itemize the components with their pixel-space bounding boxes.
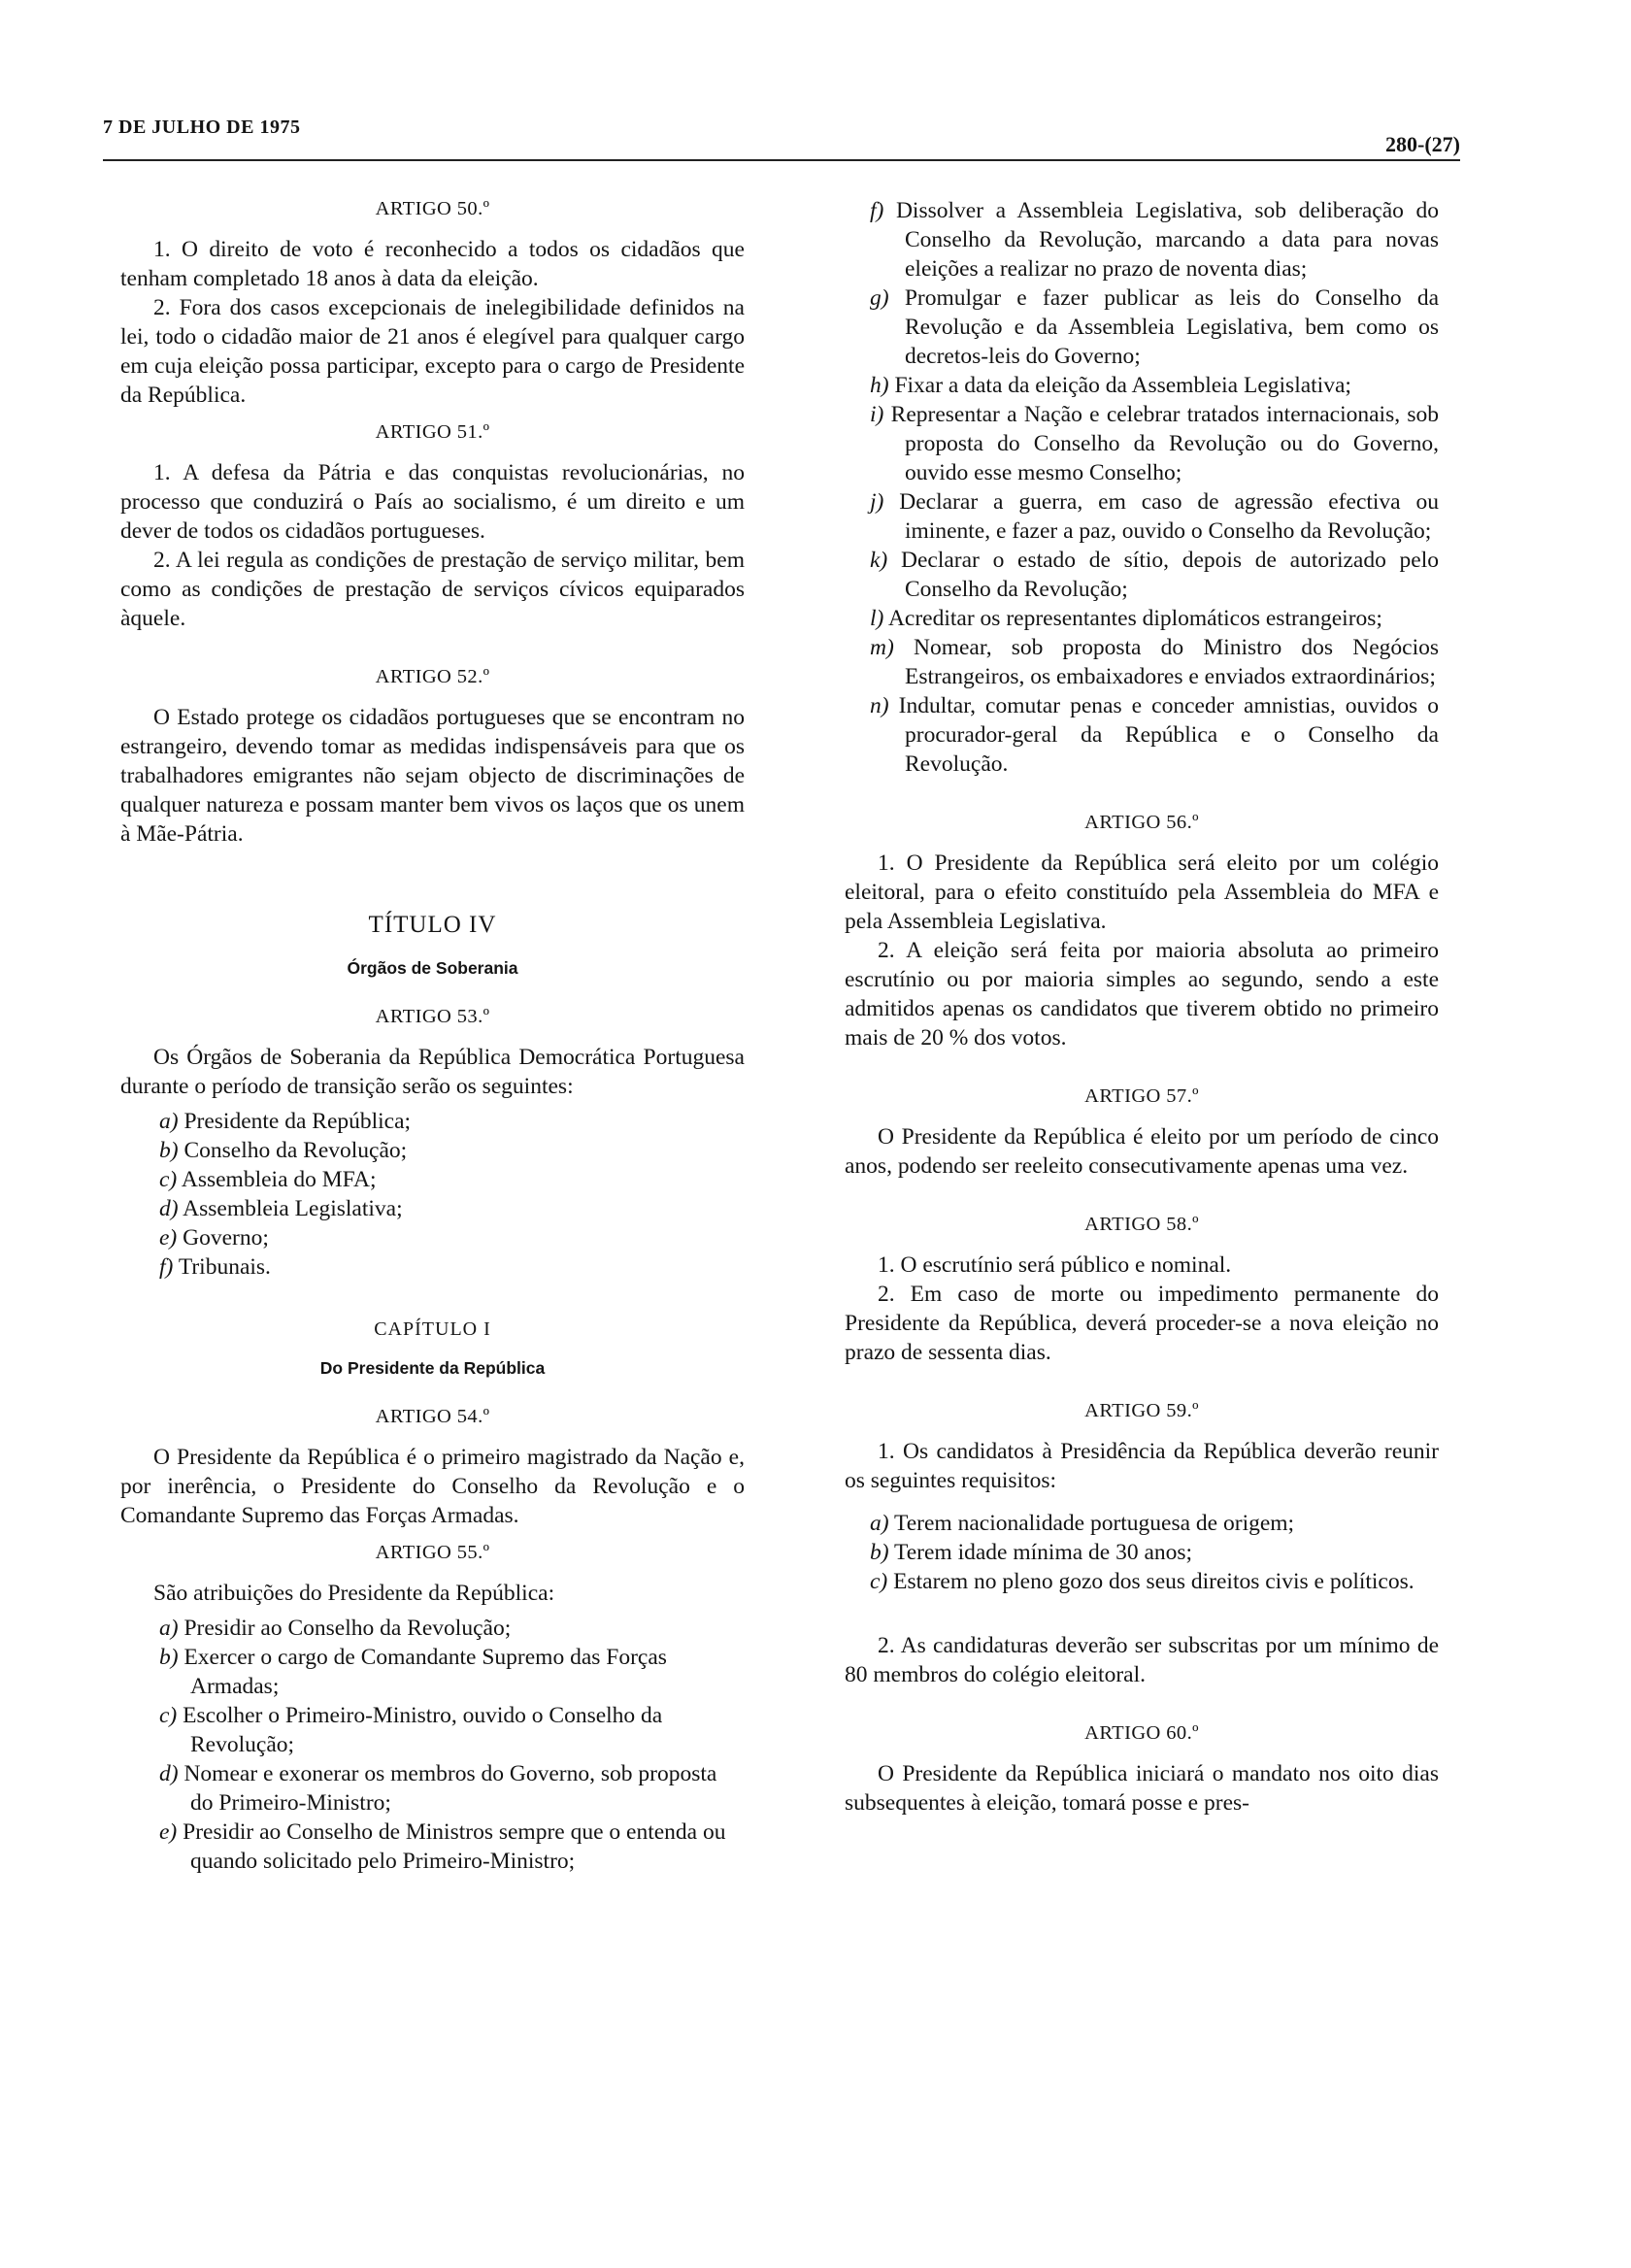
list-item: a) Presidente da República; [159,1109,412,1134]
list-item: h) Fixar a data da eleição da Assembleia Legislativa; [870,373,1351,398]
article-heading: ARTIGO 60.º [1084,1722,1199,1744]
paragraph: 2. Em caso de morte ou impedimento permanente do Presidente da República, deverá proceder-se a nova eleição no prazo de sessenta dias. [845,1282,1439,1365]
paragraph: O Presidente da República é o primeiro magistrado da Nação e, por inerência, o Presidente do Conselho da Revolução e o Comandante Supremo das Forças Armadas. [120,1445,745,1528]
article-heading: ARTIGO 51.º [375,421,490,443]
list [120,1107,745,1282]
article-heading: ARTIGO 55.º [375,1542,490,1563]
paragraph: Os Órgãos de Soberania da República Democrática Portuguesa durante o período de transição serão os seguintes: [120,1045,745,1099]
list-item: d) Nomear e exonerar os membros do Governo, sob proposta do Primeiro-Ministro; [159,1761,717,1816]
list [120,1614,745,1876]
list-item: f) Tribunais. [159,1254,271,1280]
list-item: j) Declarar a guerra, em caso de agressão efectiva ou iminente, e fazer a paz, ouvido o Conselho da Revolução; [870,489,1440,544]
chapter-subheading: Do Presidente da República [319,1358,546,1378]
article-heading: ARTIGO 50.º [375,198,490,219]
article-heading: ARTIGO 58.º [1084,1214,1199,1235]
article-heading: ARTIGO 59.º [1084,1400,1199,1421]
list-item: c) Assembleia do MFA; [159,1167,377,1192]
paragraph: São atribuições do Presidente da República: [153,1581,555,1606]
paragraph: 2. Fora dos casos excepcionais de inelegibilidade definidos na lei, todo o cidadão maior de 21 anos é elegível para qualquer cargo em cuja eleição possa participar, excepto para o cargo de Presidente da República. [120,295,745,408]
left-column [120,186,745,1876]
paragraph: O Presidente da República iniciará o mandato nos oito dias subsequentes à eleição, tomará posse e pres- [845,1761,1439,1816]
list-item: l) Acreditar os representantes diplomáticos estrangeiros; [870,606,1382,631]
page-number: 280-(27) [1385,132,1460,156]
header-date: 7 DE JULHO DE 1975 [103,117,301,138]
list-item: k) Declarar o estado de sítio, depois de autorizado pelo Conselho da Revolução; [870,548,1440,602]
list-item: c) Escolher o Primeiro-Ministro, ouvido o Conselho da Revolução; [159,1703,663,1757]
list-item: e) Presidir ao Conselho de Ministros sempre que o entenda ou quando solicitado pelo Primeiro-Ministro; [159,1819,726,1874]
paragraph: 1. Os candidatos à Presidência da República deverão reunir os seguintes requisitos: [845,1439,1439,1493]
paragraph: O Presidente da República é eleito por um período de cinco anos, podendo ser reeleito consecutivamente apenas uma vez. [845,1124,1439,1179]
paragraph: 1. O direito de voto é reconhecido a todos os cidadãos que tenham completado 18 anos à data da eleição. [120,237,745,291]
title-subheading: Órgãos de Soberania [347,958,518,978]
list-item: b) Exercer o cargo de Comandante Supremo das Forças Armadas; [159,1645,667,1699]
article-heading: ARTIGO 52.º [375,666,490,687]
paragraph: 1. O Presidente da República será eleito por um colégio eleitoral, para o efeito constituído pela Assembleia do MFA e pela Assembleia Legislativa. [845,850,1439,934]
article-heading: ARTIGO 56.º [1084,812,1199,833]
list-item: a) Presidir ao Conselho da Revolução; [159,1616,512,1641]
list-item: f) Dissolver a Assembleia Legislativa, sob deliberação do Conselho da Revolução, marcando a data para novas eleições a realizar no prazo de noventa dias; [870,198,1439,282]
list-item: g) Promulgar e fazer publicar as leis do Conselho da Revolução e da Assembleia Legislativa, bem como os decretos-leis do Governo; [870,285,1440,369]
list-item: c) Estarem no pleno gozo dos seus direitos civis e políticos. [870,1569,1415,1594]
article-heading: ARTIGO 53.º [375,1006,490,1027]
paragraph: 1. O escrutínio será público e nominal. [878,1252,1232,1278]
list-item: d) Assembleia Legislativa; [159,1196,403,1221]
header-rule [103,159,1460,161]
list-item: b) Terem idade mínima de 30 anos; [870,1540,1193,1565]
list [845,196,1439,779]
list-item: m) Nomear, sob proposta do Ministro dos Negócios Estrangeiros, os embaixadores e enviados extraordinários; [870,635,1439,689]
paragraph: O Estado protege os cidadãos portugueses que se encontram no estrangeiro, devendo tomar as medidas indispensáveis para que os trabalhadores emigrantes não sejam objecto de discriminações de qualquer natureza e possam manter bem vivos os laços que os unem à Mãe-Pátria. [120,705,745,847]
paragraph: 2. A eleição será feita por maioria absoluta ao primeiro escrutínio ou por maioria simples ao segundo, sendo a este admitidos apenas os candidatos que tiverem obtido no primeiro mais de 20 % dos votos. [845,938,1439,1051]
article-heading: ARTIGO 57.º [1084,1085,1199,1107]
page-header [103,117,1460,159]
right-column [845,186,1439,1818]
paragraph: 2. As candidaturas deverão ser subscritas por um mínimo de 80 membros do colégio eleitoral. [845,1633,1439,1687]
chapter-heading: CAPÍTULO I [374,1318,491,1340]
paragraph: 2. A lei regula as condições de prestação de serviço militar, bem como as condições de prestação de serviços cívicos equiparados àquele. [120,548,745,631]
list-item: a) Terem nacionalidade portuguesa de origem; [870,1511,1295,1536]
list-item: b) Conselho da Revolução; [159,1138,408,1163]
list-item: i) Representar a Nação e celebrar tratados internacionais, sob proposta do Conselho da Revolução ou do Governo, ouvido esse mesmo Conselho; [870,402,1440,485]
list-item: e) Governo; [159,1225,269,1251]
title-heading: TÍTULO IV [368,912,497,938]
article-heading: ARTIGO 54.º [375,1406,490,1427]
paragraph: 1. A defesa da Pátria e das conquistas revolucionárias, no processo que conduzirá o País ao socialismo, é um direito e um dever de todos os cidadãos portugueses. [120,460,745,544]
list [845,1509,1439,1596]
list-item: n) Indultar, comutar penas e conceder amnistias, ouvidos o procurador-geral da República e o Conselho da Revolução. [870,693,1440,777]
